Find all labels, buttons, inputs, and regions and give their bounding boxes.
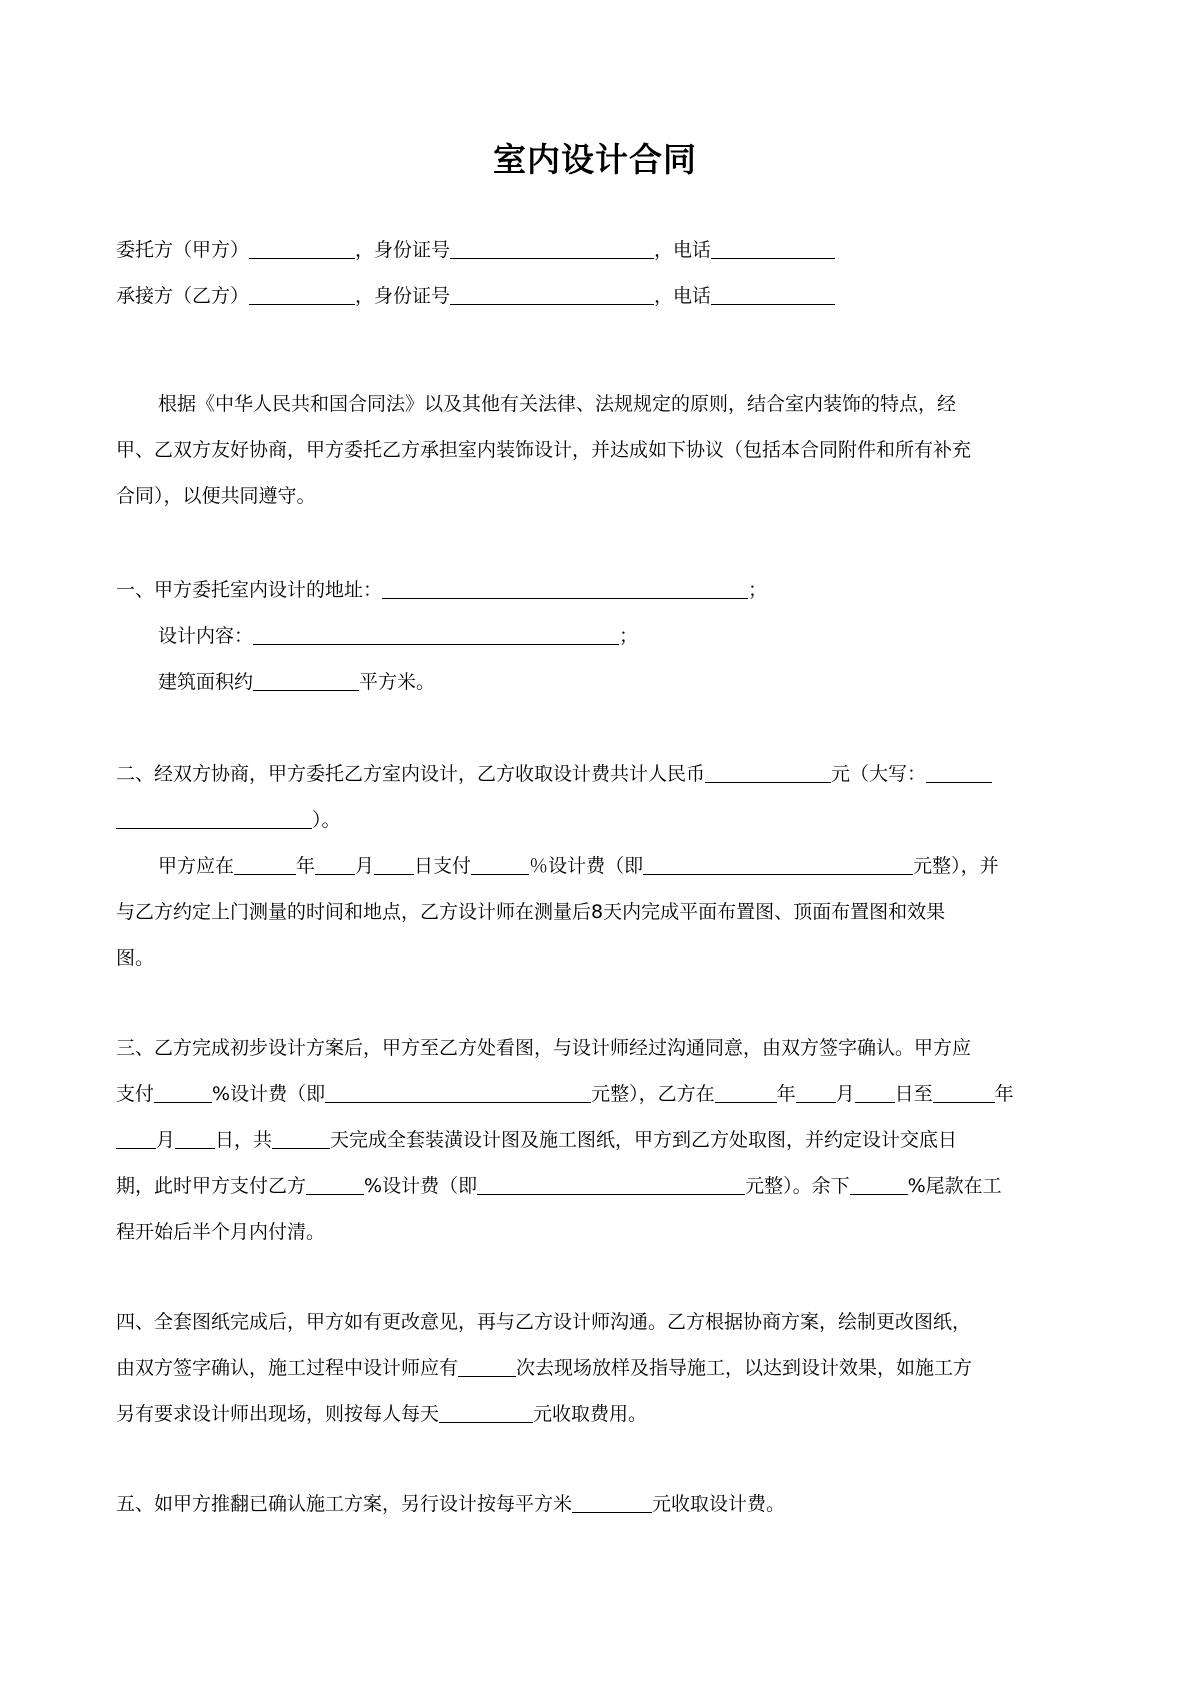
preamble-line-2: 甲、乙双方友好协商，甲方委托乙方承担室内装饰设计，并达成如下协议（包括本合同附件和所有补充 <box>116 439 972 461</box>
s2-line-2: ）。 <box>116 804 341 836</box>
s3-second-amount-blank[interactable] <box>477 1172 745 1195</box>
s3-start-month-blank[interactable] <box>796 1080 836 1103</box>
party-a-phone-blank[interactable] <box>711 236 835 259</box>
pay-year-blank[interactable] <box>234 852 296 875</box>
s3-balance-percent-blank[interactable] <box>850 1172 908 1195</box>
s3-line-1: 三、乙方完成初步设计方案后，甲方至乙方处看图，与设计师经过沟通同意，由双方签字确认。甲方应 <box>116 1037 972 1059</box>
s2-line-5: 图。 <box>116 947 155 969</box>
s5-line-1: 五、如甲方推翻已确认施工方案，另行设计按每平方米 元收取设计费。 <box>116 1488 785 1520</box>
design-content-blank[interactable] <box>253 622 619 645</box>
party-b-name-blank[interactable] <box>249 282 355 305</box>
pay-percent-blank[interactable] <box>471 852 529 875</box>
party-a-name-blank[interactable] <box>249 236 355 259</box>
s3-end-day-blank[interactable] <box>175 1126 215 1149</box>
s3-days-blank[interactable] <box>272 1126 330 1149</box>
s4-line-2: 由双方签字确认，施工过程中设计师应有 次去现场放样及指导施工，以达到设计效果，如施工方 <box>116 1352 972 1384</box>
s3-line-5: 程开始后半个月内付清。 <box>116 1221 326 1243</box>
s3-line-3: 月 日，共 天完成全套装潢设计图及施工图纸，甲方到乙方处取图，并约定设计交底日 <box>116 1124 957 1156</box>
s3-start-day-blank[interactable] <box>855 1080 895 1103</box>
s4-line-1: 四、全套图纸完成后，甲方如有更改意见，再与乙方设计师沟通。乙方根据协商方案，绘制更改图纸， <box>116 1311 972 1333</box>
s2-line-3: 甲方应在 年 月 日支付 ％设计费（即 元整），并 <box>158 850 999 882</box>
party-a-line: 委托方（甲方） ，身份证号 ，电话 <box>116 234 835 266</box>
preamble-line-1: 根据《中华人民共和国合同法》以及其他有关法律、法规规定的原则，结合室内装饰的特点，经 <box>158 393 957 415</box>
pay-day-blank[interactable] <box>374 852 414 875</box>
party-b-id-blank[interactable] <box>450 282 654 305</box>
address-blank[interactable] <box>382 576 748 599</box>
party-a-id-blank[interactable] <box>450 236 654 259</box>
s1-address-line: 一、甲方委托室内设计的地址： ； <box>116 574 767 606</box>
party-b-line: 承接方（乙方） ，身份证号 ，电话 <box>116 280 835 312</box>
s3-start-year-blank[interactable] <box>715 1080 777 1103</box>
s1-area-line: 建筑面积约 平方米。 <box>158 666 435 698</box>
s3-line-2: 支付 %设计费（即 元整），乙方在 年 月 日至 年 <box>116 1078 1014 1110</box>
s2-line-1: 二、经双方协商，甲方委托乙方室内设计，乙方收取设计费共计人民币 元（大写： <box>116 758 992 790</box>
s3-second-percent-blank[interactable] <box>306 1172 364 1195</box>
party-b-phone-blank[interactable] <box>711 282 835 305</box>
s2-line-4: 与乙方约定上门测量的时间和地点，乙方设计师在测量后8天内完成平面布置图、顶面布置图和效果 <box>116 901 946 923</box>
site-visits-blank[interactable] <box>458 1354 516 1377</box>
s4-line-3: 另有要求设计师出现场，则按每人每天 元收取费用。 <box>116 1398 647 1430</box>
pay-amount-blank[interactable] <box>643 852 913 875</box>
fee-words-blank-2[interactable] <box>116 806 312 829</box>
daily-fee-blank[interactable] <box>439 1400 533 1423</box>
fee-amount-blank[interactable] <box>705 760 831 783</box>
s1-content-line: 设计内容： ； <box>158 620 638 652</box>
redesign-fee-blank[interactable] <box>572 1490 652 1513</box>
s3-end-year-blank[interactable] <box>933 1080 995 1103</box>
area-blank[interactable] <box>253 668 359 691</box>
s3-percent-blank[interactable] <box>154 1080 212 1103</box>
pay-month-blank[interactable] <box>315 852 355 875</box>
preamble-line-3: 合同），以便共同遵守。 <box>116 485 316 507</box>
s3-line-4: 期，此时甲方支付乙方 %设计费（即 元整）。余下 %尾款在工 <box>116 1170 1002 1202</box>
fee-words-blank-1[interactable] <box>926 760 992 783</box>
page-title: 室内设计合同 <box>493 140 697 179</box>
s3-amount-blank[interactable] <box>325 1080 591 1103</box>
s3-end-month-blank[interactable] <box>116 1126 156 1149</box>
